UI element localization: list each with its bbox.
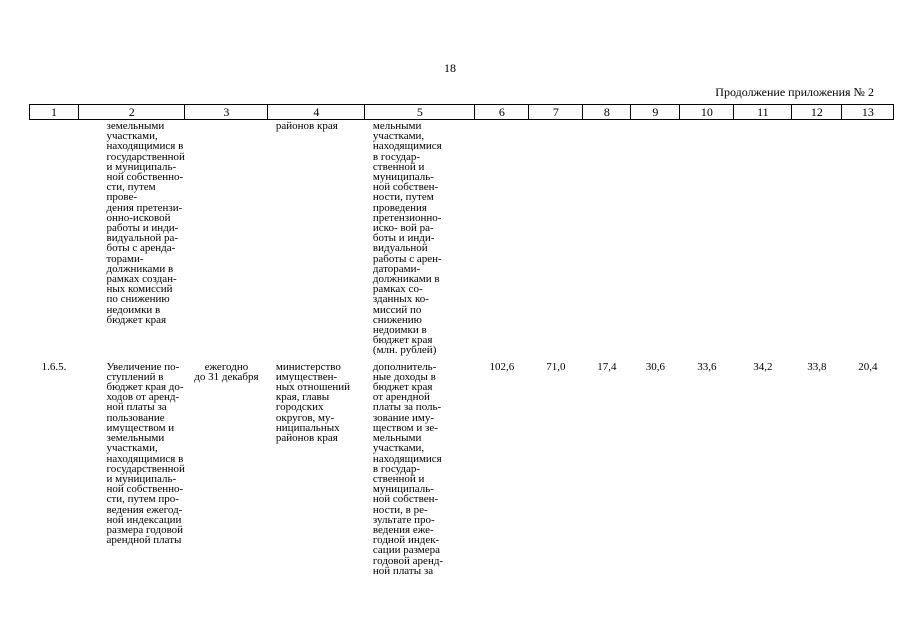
col-header: 3: [185, 105, 268, 120]
value-cell: 34,2: [753, 360, 773, 373]
col-header: 9: [631, 105, 680, 120]
col-header: 8: [583, 105, 631, 120]
page-number: 18: [444, 61, 456, 75]
value-cell: [529, 120, 583, 356]
table-row: [30, 356, 894, 576]
col-header: 11: [734, 105, 792, 120]
col-header: 1: [30, 105, 79, 120]
col-header: 12: [792, 105, 842, 120]
value-cell: [792, 120, 842, 356]
table-row: [30, 120, 894, 356]
deadline: [185, 120, 268, 356]
responsible: министерство имуществен- ных отношений края, главы городских округов, му- ниципальных районов края: [275, 360, 350, 445]
value-cell: [475, 120, 529, 356]
col-header: 2: [79, 105, 185, 120]
program-table: [29, 104, 894, 576]
value-cell: [734, 120, 792, 356]
value-cell: 17,4: [597, 360, 617, 373]
expected-result: мельными участками, находящимися в государ- ственной и муниципаль- ной собствен- ности, путем проведения претензионно- иско- вой ра- боты и инди- видуальной работы с арен- даторами- должниками в рамках со- зданных ко- миссий по снижению недоимки в бюджет края (млн. рублей): [372, 120, 442, 357]
continuation-note: Продолжение приложения № 2: [715, 85, 874, 99]
col-header: 5: [365, 105, 475, 120]
col-header: 4: [268, 105, 365, 120]
value-cell: [680, 120, 734, 356]
expected-result: дополнитель- ные доходы в бюджет края от арендной платы за поль- зование иму- ществом и зе- мельными участками, находящимися в государ- ственной и муниципаль- ной собствен- ности, в ре- зультате про- ведения еже- годной индек- сации размера годовой аренд- ной платы за: [372, 360, 444, 577]
value-cell: [583, 120, 631, 356]
value-cell: 33,8: [807, 360, 827, 373]
item-number: 1.6.5.: [41, 360, 67, 373]
col-header: 13: [842, 105, 894, 120]
col-header: 6: [475, 105, 529, 120]
value-cell: [842, 120, 894, 356]
value-cell: 102,6: [489, 360, 515, 373]
responsible: районов края: [275, 120, 338, 132]
item-number: [30, 120, 79, 356]
value-cell: 20,4: [858, 360, 878, 373]
value-cell: 33,6: [697, 360, 717, 373]
value-cell: 30,6: [645, 360, 666, 373]
deadline: ежегодно до 31 декабря: [194, 360, 259, 383]
column-number-row: [30, 105, 894, 120]
value-cell: 71,0: [546, 360, 566, 373]
measure-name: Увеличение по- ступлений в бюджет края до- ходов от аренд- ной платы за пользование имуществом и земельными участками, находящимися в государственной и муниципаль- ной собственно- сти, путем про- ведения ежегод- ной индексации размера годовой арендной платы: [106, 360, 185, 547]
measure-name: земельными участками, находящимися в государственной и муниципаль- ной собственно- сти, путем прове- дения претензи- онно-исковой работы и инди- видуальной ра- боты с аренда- торами- должниками в рамках создан- ных комиссий по снижению недоимки в бюджет края: [106, 120, 185, 326]
col-header: 10: [680, 105, 734, 120]
value-cell: [631, 120, 680, 356]
col-header: 7: [529, 105, 583, 120]
